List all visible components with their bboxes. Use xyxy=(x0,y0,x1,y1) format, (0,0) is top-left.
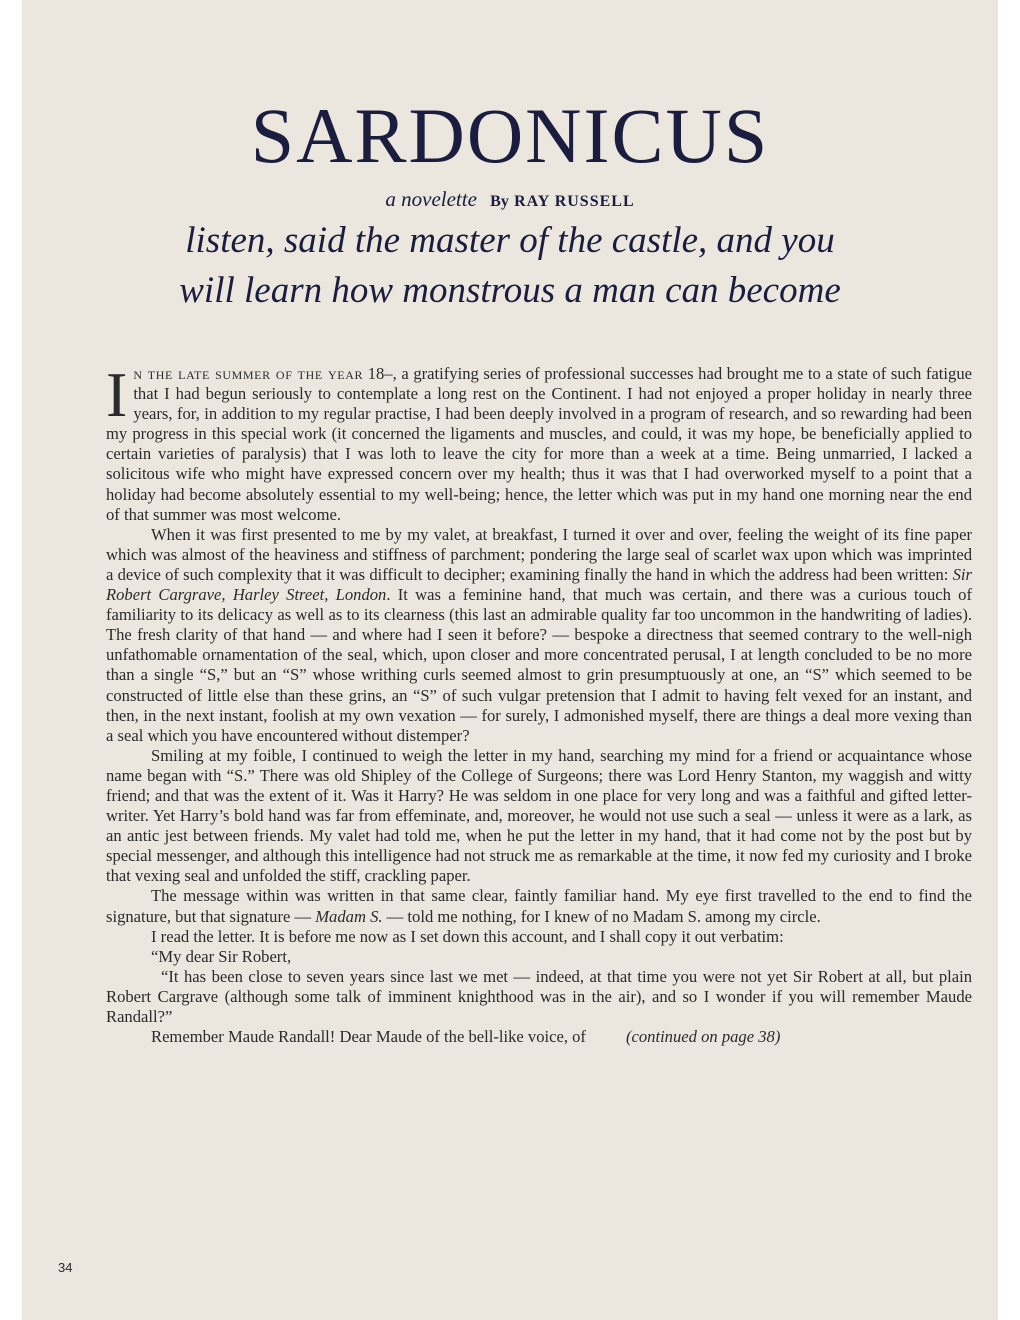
lead-in: n the late summer of the year xyxy=(133,364,364,383)
page-number: 34 xyxy=(58,1260,73,1275)
letter-signature: Madam S. xyxy=(315,906,383,926)
paragraph xyxy=(106,359,972,525)
story-title: SARDONICUS xyxy=(250,92,770,179)
drop-cap: I xyxy=(106,359,128,430)
story-subtitle xyxy=(22,216,998,316)
continued-note: (continued on page 38) xyxy=(625,1027,781,1047)
paragraph xyxy=(106,886,972,926)
paragraph xyxy=(106,1027,972,1047)
paragraph-text: When it was first presented to me by my valet, at breakfast, I turned it over and over, feeling the weight of its fine paper which was almost of the heaviness and stiffness of parchment; pondering the large seal of scarlet wax upon which was imprinted a device of such complexity that it was difficult to decipher; examining finally the hand in which the address had been written: xyxy=(106,524,972,584)
author-name: RAY RUSSELL xyxy=(514,193,635,210)
byline xyxy=(22,186,998,215)
paragraph-text: Remember Maude Randall! Dear Maude of the bell-like voice, of xyxy=(151,1027,586,1047)
paragraph-text: 18–, a gratifying series of professional successes had brought me to a state of such fatigue that I had begun seriously to contemplate a long rest on the Continent. I had not enjoyed a proper holiday in nearly three years, for, in addition to my regular practise, I had been deeply involved in a program of research, and so rewarding had been my progress in this special work (it concerned the ligaments and muscles, and could, it was my hope, be beneficially applied to certain varieties of paralysis) that I was loth to leave the city for more than a week at a time. Being unmarried, I lacked a solicitous wife who might have expressed concern over my health; thus it was that I had overworked myself to a point that a holiday had become absolutely essential to my well-being; hence, the letter which was put in my hand one morning near the end of that summer was most welcome. xyxy=(106,364,972,524)
paragraph: I read the letter. It is before me now as I set down this account, and I shall copy it out verbatim: xyxy=(151,926,784,946)
story-body xyxy=(106,359,972,1047)
genre-label: a novelette xyxy=(385,187,477,211)
subtitle-line: listen, said the master of the castle, and you xyxy=(185,220,835,261)
paragraph-text: . It was a feminine hand, that much was certain, and there was a curious touch of familiarity to its delicacy as well as to its clearness (this last an admirable quality far too uncommon in the handwriting of ladies). The fresh clarity of that hand — and where had I seen it before? — bespoke a directness that seemed contrary to the well-nigh unfathomable ornamentation of the seal, which, upon closer and more concentrated perusal, I at length concluded to be no more than a single “S,” but an “S” whose writhing curls seemed almost to grin presumptuously at one, an “S” which seemed to be constructed of little else than these grins, an “S” of such vulgar pretension that I admit to having felt vexed for an instant, and then, in the next instant, foolish at my own vexation — for surely, I admonished myself, there are things a deal more vexing than a seal which you have encountered without distemper? xyxy=(106,585,972,745)
magazine-page xyxy=(22,0,998,1320)
paragraph: “It has been close to seven years since last we met — indeed, at that time you were not yet Sir Robert at all, but plain Robert Cargrave (although some talk of imminent knighthood was in the air), and so I wonder if you will remember Maude Randall?” xyxy=(106,966,972,1026)
subtitle-line: will learn how monstrous a man can become xyxy=(179,270,841,311)
by-label: By xyxy=(490,193,509,210)
letter-address: Sir Robert Cargrave, Harley Street, London xyxy=(106,564,972,605)
paragraph: Smiling at my foible, I continued to weigh the letter in my hand, searching my mind for a friend or acquaintance whose name began with “S.” There was old Shipley of the College of Surgeons; there was Lord Henry Stanton, my waggish and witty friend; and that was the extent of it. Was it Harry? He was seldom in one place for very long and was a faithful and gifted letter-writer. Yet Harry’s bold hand was far from effeminate, and, moreover, he would not use such a seal — unless it were as a lark, as an antic jest between friends. My valet had told me, when he put the letter in my hand, that it had come not by the post but by special messenger, and although this intelligence had not struck me as remarkable at the time, it now fed my curiosity and I broke that vexing seal and unfolded the stiff, crackling paper. xyxy=(106,745,972,886)
paragraph xyxy=(106,525,972,746)
paragraph-text: The message within was written in that same clear, faintly familiar hand. My eye first travelled to the end to find the signature, but that signature — xyxy=(106,886,972,926)
paragraph-text: — told me nothing, for I knew of no Madam S. among my circle. xyxy=(382,906,821,926)
paragraph: “My dear Sir Robert, xyxy=(151,946,292,966)
